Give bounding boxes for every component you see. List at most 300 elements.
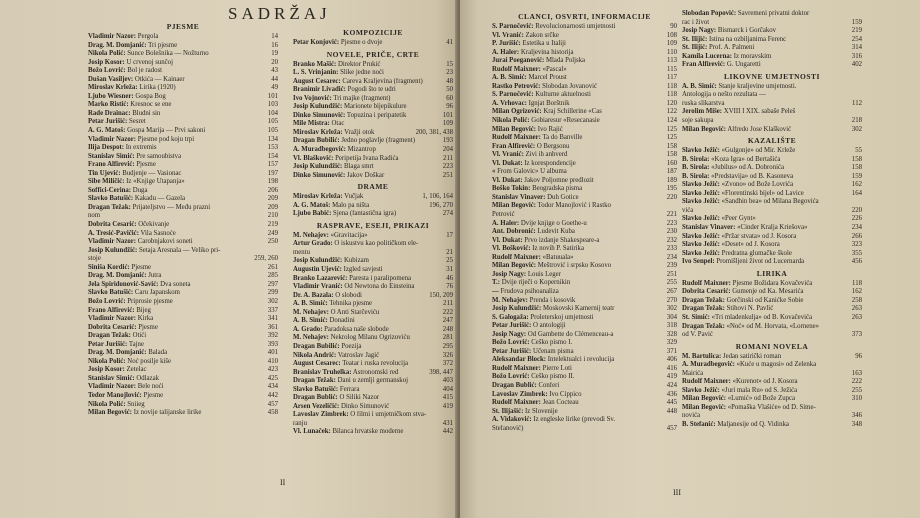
toc-entry xyxy=(682,36,862,45)
toc-entry xyxy=(293,172,453,181)
toc-author: Branko Mašić: xyxy=(293,60,337,68)
toc-title: «Juri mala Ru» od S. Ježića xyxy=(721,386,798,394)
toc-entry xyxy=(682,224,862,233)
toc-author: Vladimir Nazor: xyxy=(88,238,137,246)
toc-entry xyxy=(293,360,453,369)
toc-title: vića xyxy=(682,206,694,214)
toc-page-number: 297 xyxy=(267,280,278,288)
toc-page-number: 233 xyxy=(666,245,677,253)
toc-entry xyxy=(88,84,278,93)
toc-entry xyxy=(293,202,453,211)
toc-page-number: 55 xyxy=(855,147,862,155)
toc-entry xyxy=(682,19,862,28)
toc-title: Iz engleske lirike (prevodi Sv. xyxy=(533,416,616,424)
toc-page-number: 104 xyxy=(267,109,278,117)
toc-page-number: 197 xyxy=(267,169,278,177)
toc-title: Kirka xyxy=(137,315,154,323)
toc-title: Prvo izdanje Shakespeare-a xyxy=(524,236,600,244)
toc-title: Bismarck i Gorčakov xyxy=(717,27,777,35)
toc-author: Stanislav Vinaver: xyxy=(492,193,546,201)
toc-entry xyxy=(492,108,677,117)
toc-entry xyxy=(492,220,677,229)
toc-author: Vladimir Nazor: xyxy=(88,315,137,323)
toc-page-number: 226 xyxy=(851,215,862,223)
toc-author: Vl. Lunaček: xyxy=(293,428,331,436)
toc-entry xyxy=(492,194,677,203)
toc-title: Stihovi N. Pavlić xyxy=(726,305,774,313)
toc-title: Kubizam xyxy=(344,257,369,265)
toc-entry xyxy=(682,387,862,396)
toc-entry xyxy=(492,297,677,306)
toc-entry xyxy=(88,392,278,401)
toc-author: Artur Grado: xyxy=(293,240,333,248)
toc-title: In extremis xyxy=(125,144,157,152)
toc-author: Miroslav Krleža: xyxy=(293,193,343,201)
toc-page-number: 206 xyxy=(267,186,278,194)
toc-page-number: 110 xyxy=(667,48,677,56)
toc-title: Ta do Banville xyxy=(542,134,583,142)
toc-page-number: 348 xyxy=(851,420,862,428)
page-title: SADRŽAJ xyxy=(228,4,331,23)
toc-page-number: 122 xyxy=(666,108,677,116)
toc-author: A. B. Šimić: xyxy=(682,82,717,90)
toc-author: Vl. Vranić: xyxy=(492,31,524,39)
toc-entry xyxy=(682,323,862,332)
toc-entry xyxy=(293,78,453,87)
toc-title: Maljanesije od Q. Vidinka xyxy=(717,420,789,428)
toc-author: Vl. Vranić: xyxy=(492,151,524,159)
section-heading: KOMPOZICIJE xyxy=(343,28,403,37)
toc-page-number: 189 xyxy=(666,176,677,184)
toc-title: «Noć» od M. Horvata, «Lornene» xyxy=(726,322,820,330)
toc-entry xyxy=(88,289,278,298)
toc-author: Josip Kulundžić: xyxy=(293,103,343,111)
toc-author: B. Sirola: xyxy=(682,155,710,163)
toc-page-number: 373 xyxy=(851,331,862,339)
toc-entry xyxy=(492,117,677,126)
toc-author: Dragan Težak: xyxy=(682,296,725,304)
toc-entry xyxy=(682,331,862,340)
toc-page-number: 249 xyxy=(267,229,278,237)
toc-author: Josip Nagy: xyxy=(492,270,527,278)
toc-title: Peripetija Ivana Radića xyxy=(335,154,399,162)
toc-author: Slobodan Popović: xyxy=(682,10,737,17)
toc-page-number: 341 xyxy=(267,315,278,323)
toc-title: Zakon srčke xyxy=(525,31,559,39)
toc-author: A. Vrhovac: xyxy=(492,99,527,107)
toc-title: Gorčinski od Kanićke Sobie xyxy=(726,296,804,304)
toc-entry xyxy=(88,358,278,367)
toc-author: Milan Begović: xyxy=(88,409,132,417)
toc-entry xyxy=(88,136,278,145)
toc-page-number: 274 xyxy=(442,210,453,218)
toc-entry xyxy=(293,326,453,335)
toc-page-number: 403 xyxy=(442,377,453,385)
toc-entry xyxy=(492,356,677,365)
toc-entry xyxy=(492,339,677,348)
toc-title: Ferrara xyxy=(339,385,360,393)
toc-entry xyxy=(88,375,278,384)
toc-title: novićа xyxy=(682,412,701,420)
toc-page-number: 419 xyxy=(442,402,453,410)
toc-title: Iz Slovenije xyxy=(525,407,558,415)
toc-author: M. Bartulica: xyxy=(682,352,722,360)
toc-entry xyxy=(682,27,862,36)
toc-entry xyxy=(88,144,278,153)
toc-title: Marcel Proust xyxy=(528,74,567,82)
toc-entry xyxy=(293,69,453,78)
toc-entry xyxy=(682,241,862,250)
toc-author: Rudolf Maixner: xyxy=(682,378,731,386)
toc-author: Dragan Bublić: xyxy=(293,394,338,402)
toc-entry xyxy=(682,404,862,413)
toc-author: Nikola Polić: xyxy=(88,357,126,365)
toc-title: Ivo Cippico xyxy=(549,390,582,398)
toc-page-number: 96 xyxy=(855,352,862,360)
toc-entry xyxy=(293,257,453,266)
toc-page-number: 124 xyxy=(666,117,677,125)
toc-page-number: 218 xyxy=(851,117,862,125)
toc-page-number: 163 xyxy=(851,369,862,377)
toc-title: Češko pismo II. xyxy=(531,373,575,381)
toc-title: Vražji otok xyxy=(344,128,375,136)
toc-title: Astronomski red xyxy=(352,368,399,376)
toc-page-number: 250 xyxy=(267,238,278,246)
toc-page-number: 221 xyxy=(666,211,677,219)
toc-page-number: 328 xyxy=(666,330,677,338)
section-heading: CLANCI, OSVRTI, INFORMACIJE xyxy=(518,12,651,21)
toc-page-number: 442 xyxy=(442,428,453,436)
toc-entry xyxy=(88,324,278,333)
toc-title: Izgled savjesti xyxy=(343,266,383,274)
toc-entry xyxy=(293,103,453,112)
toc-author: Fran Alfirević: xyxy=(682,61,726,69)
toc-entry xyxy=(293,377,453,386)
toc-entry xyxy=(293,146,453,155)
toc-title: Sniieg xyxy=(127,400,145,408)
toc-entry xyxy=(682,164,862,173)
toc-page-number: 118 xyxy=(667,82,677,90)
toc-author: Dinko Šimunović: xyxy=(293,111,346,119)
toc-entry xyxy=(293,352,453,361)
toc-title: Revolucionarnosti umjetnosti xyxy=(535,23,616,30)
toc-page-number: 48 xyxy=(446,77,453,85)
toc-title: Sjena (fantastična igra) xyxy=(333,210,397,218)
toc-author: Slavko Batušić: xyxy=(88,195,134,203)
toc-title: Slike jedne noći xyxy=(340,69,384,77)
toc-page-number: 50 xyxy=(446,86,453,94)
toc-author: Aleksandar Block: xyxy=(492,356,547,364)
toc-page-number: 23 xyxy=(446,69,453,77)
toc-entry xyxy=(492,168,677,177)
page-number-right: III xyxy=(673,488,681,497)
toc-title: Pjesme xyxy=(131,263,152,271)
toc-title: Dva soneta xyxy=(160,280,191,288)
toc-author: Drag. M. Domjanić: xyxy=(88,349,147,357)
toc-page-number: 193 xyxy=(442,137,453,145)
toc-page-number: 434 xyxy=(267,383,278,391)
toc-entry xyxy=(293,283,453,292)
toc-author: Josip Kulundžić: xyxy=(88,246,138,254)
toc-author: Rudolf Maixner: xyxy=(492,134,541,142)
toc-page-number: 316 xyxy=(851,52,862,60)
toc-author: Slavko Ježić: xyxy=(682,189,720,197)
toc-page-number: 159 xyxy=(851,18,862,26)
toc-entry xyxy=(88,59,278,68)
toc-page-number: 222 xyxy=(442,308,453,316)
toc-title: Pjesme xyxy=(136,161,156,169)
toc-page-number: 304 xyxy=(666,313,677,321)
toc-title: Pjesme o dvoje xyxy=(340,39,383,46)
toc-author: A. Muradbegović: xyxy=(682,361,735,369)
toc-page-number: 60 xyxy=(446,94,453,102)
toc-entry xyxy=(293,386,453,395)
toc-title: Jedan satirički roman xyxy=(722,352,782,360)
toc-title: Pogodi što te udri xyxy=(347,86,396,94)
toc-entry xyxy=(88,170,278,179)
column-kompozicije xyxy=(293,26,453,437)
toc-title: O filmi i umjetničkom stva- xyxy=(350,411,427,419)
toc-page-number: 261 xyxy=(267,263,278,271)
toc-entry xyxy=(492,391,677,400)
toc-page-number: 234 xyxy=(666,253,677,261)
toc-page-number: 15 xyxy=(446,60,453,68)
toc-title: Bilanca hrvatske moderne xyxy=(332,428,404,436)
toc-title: Tehnika pjesme xyxy=(329,300,373,308)
toc-page-number: 230 xyxy=(666,228,677,236)
toc-entry xyxy=(682,61,862,70)
toc-title: Vučjak xyxy=(344,193,364,201)
toc-author: Dobrita Cesarić: xyxy=(88,323,137,331)
toc-title: Vila Sasnoće xyxy=(140,229,176,237)
toc-entry xyxy=(88,67,278,76)
toc-title: Šesret xyxy=(129,118,146,126)
toc-entry xyxy=(88,93,278,102)
toc-page-number: 329 xyxy=(666,339,677,347)
right-page xyxy=(460,0,920,518)
toc-author: Branimir Livadić: xyxy=(293,86,346,94)
toc-title: Duh Gotice xyxy=(547,193,579,201)
toc-page-number: 239 xyxy=(666,262,677,270)
toc-page-number: 299 xyxy=(267,289,278,297)
toc-title: «Pržar stvata» od J. Kosora xyxy=(721,232,797,240)
toc-title: Istina na ozbiljanima Ferenc xyxy=(709,35,787,43)
toc-author: Petar Jurišić: xyxy=(88,340,128,348)
toc-author: Vl. Dukat: xyxy=(492,236,523,244)
toc-title: Tri majke (fragment) xyxy=(333,94,391,102)
toc-entry xyxy=(492,151,677,160)
toc-page-number: 14 xyxy=(271,33,278,40)
toc-entry xyxy=(492,279,677,288)
toc-entry xyxy=(492,271,677,280)
toc-title: Jakov Poljomne predlozit xyxy=(524,176,594,184)
toc-title: Kulturne aktuelnosti xyxy=(535,91,591,99)
toc-title: Budjenje — Vasionac xyxy=(122,169,182,177)
toc-page-number: 372 xyxy=(442,360,453,368)
toc-page-number: 406 xyxy=(666,356,677,364)
toc-title: Kresnoc se ene xyxy=(130,101,172,109)
toc-entry xyxy=(88,383,278,392)
toc-entry xyxy=(88,42,278,51)
toc-entry xyxy=(682,412,862,421)
toc-author: Marko Ristić: xyxy=(88,101,129,109)
toc-title: Poezija xyxy=(341,342,362,350)
toc-entry xyxy=(682,421,862,430)
toc-page-number: 160 xyxy=(666,159,677,167)
toc-title: Mlada Poljska xyxy=(546,57,586,65)
toc-author: A. Haler: xyxy=(492,48,520,56)
toc-title: Topuzina i peripatetik xyxy=(346,111,407,119)
toc-entry xyxy=(88,238,278,247)
toc-entry xyxy=(293,210,453,219)
toc-page-number: 346 xyxy=(851,412,862,420)
toc-title: Proleterskoj umjetnosti xyxy=(530,313,594,321)
toc-author: Drag. M. Domjanić: xyxy=(88,41,147,49)
toc-title: Pergola xyxy=(137,33,159,40)
toc-author: Branko Lazarević: xyxy=(293,274,348,282)
toc-entry xyxy=(682,395,862,404)
toc-entry xyxy=(492,348,677,357)
toc-entry xyxy=(88,409,278,418)
toc-page-number: 105 xyxy=(267,118,278,126)
toc-title: Dinko Šimunović xyxy=(340,402,390,410)
toc-entry xyxy=(492,382,677,391)
toc-title: G. Ungaretti xyxy=(726,61,761,69)
toc-page-number: 267 xyxy=(666,287,677,295)
toc-page-number: 31 xyxy=(446,266,453,274)
section-heading: KAZALIŠTE xyxy=(747,136,797,146)
toc-author: S. Galogaža: xyxy=(492,313,529,321)
toc-entry xyxy=(293,369,453,378)
toc-title: Odlazak xyxy=(136,374,159,382)
toc-title: Beogradska pisma xyxy=(532,185,583,193)
toc-entry xyxy=(682,314,862,323)
toc-entry xyxy=(293,39,453,48)
toc-page-number: 442 xyxy=(267,391,278,399)
toc-title: Promišljeni život od Lucernarda xyxy=(716,258,805,266)
toc-author: M. Nehajev: xyxy=(293,334,329,342)
toc-entry xyxy=(682,181,862,190)
toc-entry xyxy=(492,143,677,152)
toc-entry xyxy=(492,40,677,49)
page-number-left: II xyxy=(280,478,286,487)
toc-entry xyxy=(492,100,677,109)
toc-page-number: 310 xyxy=(851,395,862,403)
toc-title: Jutra xyxy=(148,272,162,280)
toc-author: Milan Begović: xyxy=(682,403,726,411)
toc-entry xyxy=(682,207,862,216)
toc-entry xyxy=(682,91,862,100)
toc-title: Frudova psihoanaliza xyxy=(500,287,559,295)
toc-page-number: 101 xyxy=(442,111,453,119)
toc-author: Augustin Ujević: xyxy=(293,266,342,274)
section-heading: ROMANI NOVELA xyxy=(735,341,809,351)
toc-author: Fran Alfirević: xyxy=(492,142,536,150)
toc-title: O Siliki Nazor xyxy=(339,394,380,402)
toc-author: Slavko Ježić: xyxy=(682,215,720,223)
toc-author: A. Tresić-Pavičić: xyxy=(88,229,139,237)
toc-page-number: 457 xyxy=(267,400,278,408)
toc-page-number: 1, 106, 164 xyxy=(422,193,453,201)
toc-entry xyxy=(293,163,453,172)
toc-title: Od Gambette do Clémenceau-a xyxy=(527,330,614,338)
toc-author: A. B. Šimić: xyxy=(492,74,527,82)
toc-page-number: 41 xyxy=(446,39,453,46)
toc-author: Slavko Ježić: xyxy=(682,386,720,394)
toc-title: «Predstavija» od B. Kasoneva xyxy=(711,172,794,180)
toc-entry xyxy=(682,10,862,19)
toc-title: Malo pa ništa xyxy=(332,201,370,209)
toc-title: Paradoksa naše slobode xyxy=(324,325,389,333)
toc-page-number: 255 xyxy=(851,386,862,394)
toc-page-number: 318 xyxy=(666,322,677,330)
toc-title: Očekivanje xyxy=(138,221,170,229)
toc-author: Frano Alfirević: xyxy=(88,306,135,314)
toc-author: St. Ilijašić: xyxy=(492,407,524,415)
toc-author: August Cesarec: xyxy=(293,360,341,368)
toc-title: ruska slikarstva xyxy=(682,99,725,107)
toc-author: Lavoslav Žimbrek: xyxy=(492,390,548,398)
toc-title: stoje xyxy=(88,255,101,263)
toc-entry xyxy=(492,254,677,263)
toc-author: Branislav Truhelka: xyxy=(293,368,352,376)
toc-title: Stanje kraljevine umjetnosti. xyxy=(718,82,797,90)
toc-entry xyxy=(492,83,677,92)
toc-entry xyxy=(293,95,453,104)
toc-title: «Lumić» od Bože Zupca xyxy=(727,395,796,403)
toc-title: XVIII I XIX. sabaše Peleš xyxy=(723,108,796,116)
toc-page-number: 158 xyxy=(666,142,677,150)
toc-page-number: 456 xyxy=(851,258,862,266)
section-heading: NOVELE, PRIČE, CRTE xyxy=(326,49,420,59)
toc-entry xyxy=(88,204,278,213)
toc-title: Učenam pisma xyxy=(533,347,574,355)
toc-entry xyxy=(293,300,453,309)
toc-page-number: 302 xyxy=(267,297,278,305)
toc-page-number: 425 xyxy=(267,374,278,382)
toc-author: Rudolf Maixner: xyxy=(492,253,541,261)
toc-entry xyxy=(492,322,677,331)
toc-title: Conferi xyxy=(538,381,560,389)
toc-entry xyxy=(293,266,453,275)
toc-entry xyxy=(682,117,862,126)
toc-author: Sibe Miličić: xyxy=(88,178,125,186)
toc-author: Rudolf Maixner: xyxy=(492,65,541,73)
toc-page-number: 302 xyxy=(666,305,677,313)
toc-author: Božo Lovrić: xyxy=(492,339,530,347)
toc-page-number: 21 xyxy=(446,248,453,256)
toc-entry xyxy=(88,401,278,410)
toc-entry xyxy=(682,156,862,165)
toc-title: Iz korespondencije xyxy=(524,159,576,167)
toc-entry xyxy=(492,331,677,340)
toc-author: Vladimir Nazor: xyxy=(88,383,137,391)
toc-page-number: 195 xyxy=(666,185,677,193)
toc-title: Pjesme pod koju trpi xyxy=(137,135,195,143)
toc-page-number: 211 xyxy=(443,154,453,162)
toc-page-number: 162 xyxy=(851,288,862,296)
toc-title: Iz novije talijanske lirike xyxy=(133,409,202,417)
toc-title: Otkića — Kainaer xyxy=(134,75,185,83)
toc-entry xyxy=(492,185,677,194)
toc-author: Milan Begović: xyxy=(492,202,536,210)
toc-author: A. Grado: xyxy=(293,325,323,333)
toc-entry xyxy=(682,53,862,62)
toc-entry xyxy=(682,258,862,267)
toc-entry xyxy=(293,129,453,138)
toc-entry xyxy=(682,198,862,207)
toc-title: Zivi ih anhverd xyxy=(525,151,568,159)
